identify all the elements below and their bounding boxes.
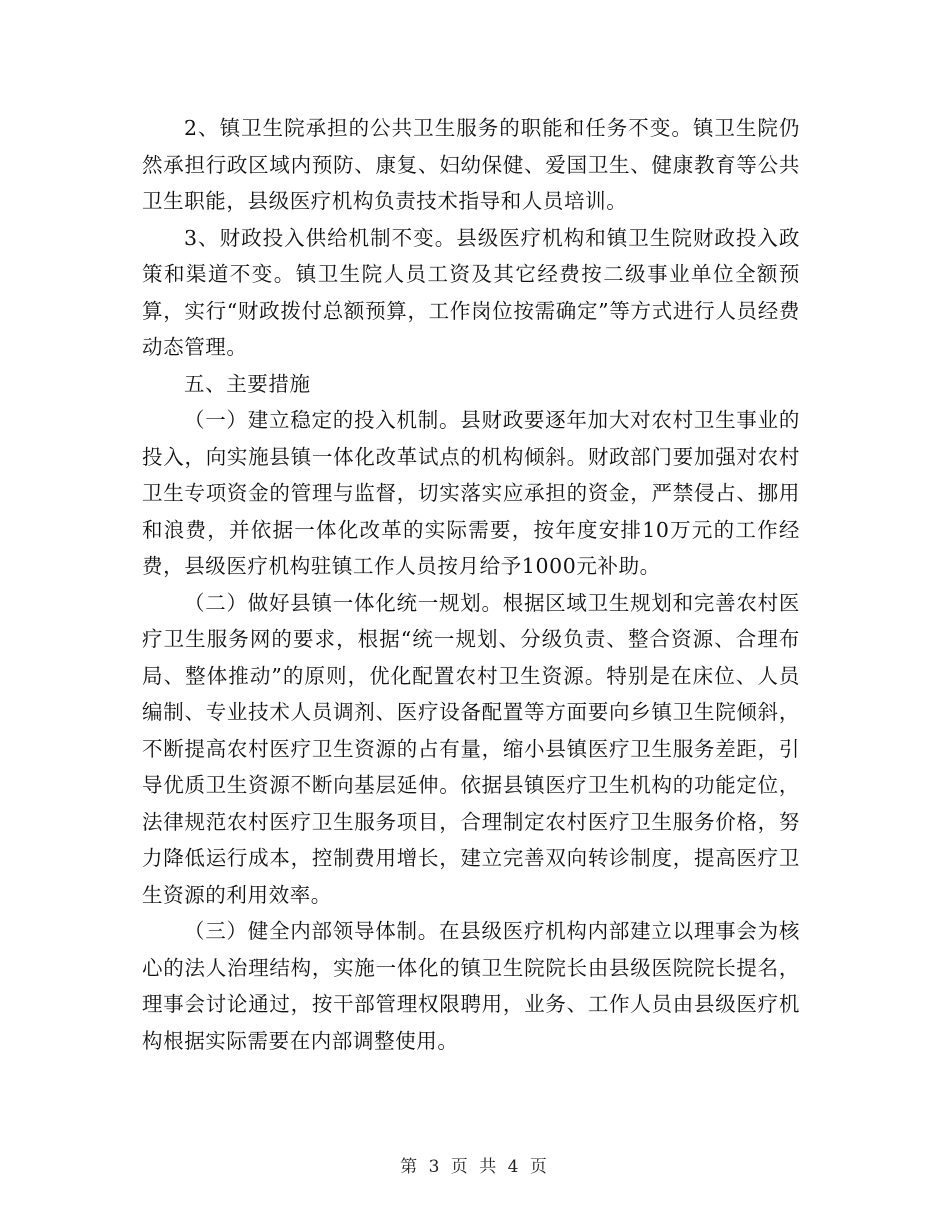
- paragraph-measure-3: （三）健全内部领导体制。在县级医疗机构内部建立以理事会为核心的法人治理结构，实施一体化的镇卫生院院长由县级医院院长提名，理事会讨论通过，按干部管理权限聘用，业务、工作人员由县级医疗机构根据实际需要在内部调整使用。: [142, 919, 800, 1053]
- paragraph-2-public-health: 2、镇卫生院承担的公共卫生服务的职能和任务不变。镇卫生院仍然承担行政区域内预防、康复、妇幼保健、爱国卫生、健康教育等公共卫生职能，县级医疗机构负责技术指导和人员培训。: [142, 116, 800, 213]
- paragraph-measure-1: （一）建立稳定的投入机制。县财政要逐年加大对农村卫生事业的投入，向实施县镇一体化改革试点的机构倾斜。财政部门要加强对农村卫生专项资金的管理与监督，切实落实应承担的资金，严禁侵占、挪用和浪费，并依据一体化改革的实际需要，按年度安排10万元的工作经费，县级医疗机构驻镇工作人员按月给予1000元补助。: [142, 408, 800, 578]
- paragraph-measure-2: （二）做好县镇一体化统一规划。根据区域卫生规划和完善农村医疗卫生服务网的要求，根据“统一规划、分级负责、整合资源、合理布局、整体推动”的原则，优化配置农村卫生资源。特别是在床位、人员编制、专业技术人员调剂、医疗设备配置等方面要向乡镇卫生院倾斜，不断提高农村医疗卫生资源的占有量，缩小县镇医疗卫生服务差距，引导优质卫生资源不断向基层延伸。依据县镇医疗卫生机构的功能定位，法律规范农村医疗卫生服务项目，合理制定农村医疗卫生服务价格，努力降低运行成本，控制费用增长，建立完善双向转诊制度，提高医疗卫生资源的利用效率。: [142, 590, 800, 907]
- section-heading-main-measures: 五、主要措施: [184, 371, 311, 396]
- page-number-footer: 第 3 页 共 4 页: [400, 1157, 550, 1177]
- paragraph-3-fiscal-input: 3、财政投入供给机制不变。县级医疗机构和镇卫生院财政投入政策和渠道不变。镇卫生院人员工资及其它经费按二级事业单位全额预算，实行“财政拨付总额预算，工作岗位按需确定”等方式进行人员经费动态管理。: [142, 225, 800, 359]
- document-body: [142, 110, 800, 1059]
